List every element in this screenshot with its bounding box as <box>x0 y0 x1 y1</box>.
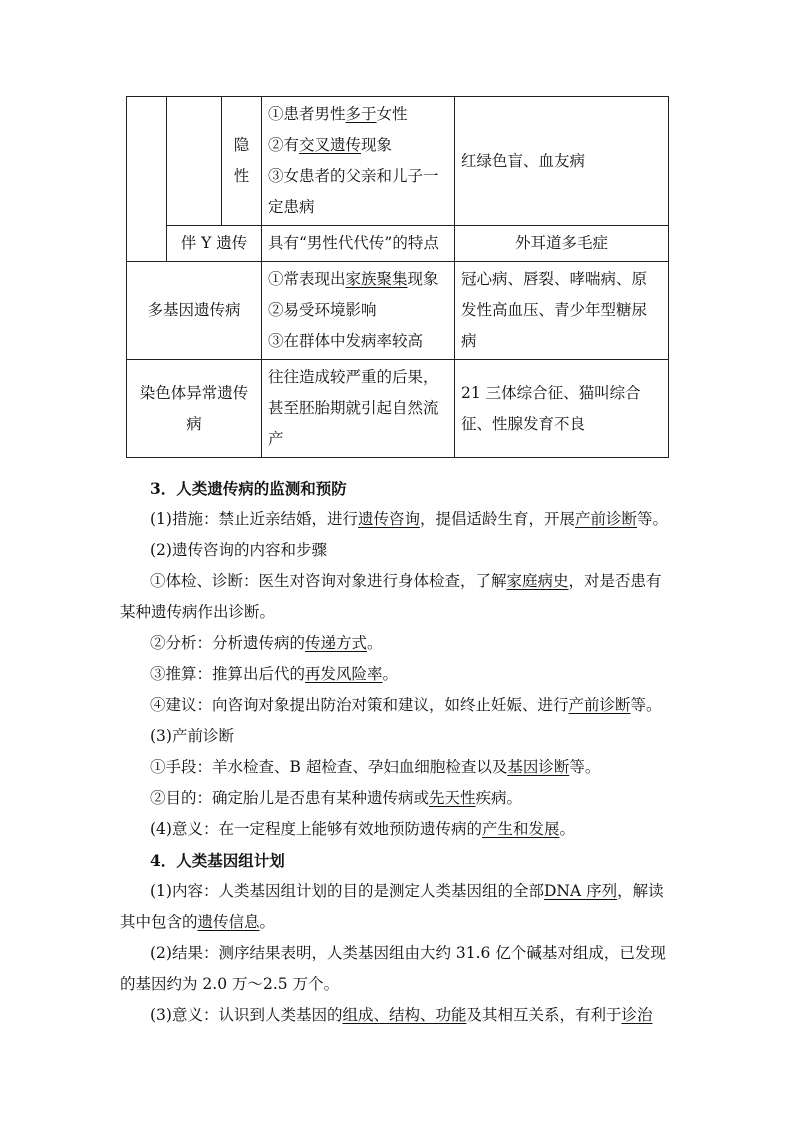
genetic-disease-table <box>126 96 669 458</box>
table-row <box>127 262 669 360</box>
paragraph-hgp-result: (2)结果：测序结果表明，人类基因组由大约 31.6 亿个碱基对组成，已发现 <box>150 944 666 962</box>
table-row <box>127 97 669 226</box>
chromosomal-label: 染色体异常遗传病 <box>127 360 262 458</box>
paragraph-hgp-content: (1)内容：人类基因组计划的目的是测定人类基因组的全部DNA 序列，解读 <box>150 882 664 900</box>
chromosomal-features: 往往造成较严重的后果，甚至胚胎期就引起自然流产 <box>262 360 455 458</box>
paragraph-significance: (4)意义：在一定程度上能够有效地预防遗传病的产生和发展。 <box>150 820 575 838</box>
table-cell-blank <box>167 97 222 226</box>
recessive-features: ①患者男性多于女性 ②有交叉遗传现象 ③女患者的父亲和儿子一定患病 <box>262 97 455 226</box>
paragraph-counseling-title: (2)遗传咨询的内容和步骤 <box>150 541 327 559</box>
paragraph-means: ①手段：羊水检查、B 超检查、孕妇血细胞检查以及基因诊断等。 <box>150 758 601 776</box>
section-4-heading: 4．人类基因组计划 <box>150 851 285 870</box>
y-linked-features: 具有“男性代代传”的特点 <box>262 226 455 262</box>
paragraph-diagnosis: ①体检、诊断：医生对咨询对象进行身体检查，了解家庭病史，对是否患有 <box>150 572 662 590</box>
paragraph-diagnosis-cont: 某种遗传病作出诊断。 <box>120 603 276 621</box>
polygenic-features: ①常表现出家族聚集现象 ②易受环境影响 ③在群体中发病率较高 <box>262 262 455 360</box>
table-row <box>127 226 669 262</box>
recessive-label: 隐 性 <box>222 97 262 226</box>
polygenic-examples: 冠心病、唇裂、哮喘病、原发性高血压、青少年型糖尿病 <box>455 262 669 360</box>
chromosomal-examples: 21 三体综合征、猫叫综合征、性腺发育不良 <box>455 360 669 458</box>
section-3-heading: 3．人类遗传病的监测和预防 <box>150 479 347 498</box>
paragraph-measures: (1)措施：禁止近亲结婚，进行遗传咨询，提倡适龄生育，开展产前诊断等。 <box>150 510 669 528</box>
y-linked-label: 伴 Y 遗传 <box>167 226 262 262</box>
paragraph-hgp-result-cont: 的基因约为 2.0 万～2.5 万个。 <box>120 975 340 993</box>
paragraph-calculation: ③推算：推算出后代的再发风险率。 <box>150 665 399 683</box>
recessive-examples: 红绿色盲、血友病 <box>455 97 669 226</box>
paragraph-analysis: ②分析：分析遗传病的传递方式。 <box>150 634 383 652</box>
paragraph-prenatal-title: (3)产前诊断 <box>150 727 234 745</box>
table-cell-blank <box>127 97 167 262</box>
polygenic-label: 多基因遗传病 <box>127 262 262 360</box>
paragraph-hgp-significance: (3)意义：认识到人类基因的组成、结构、功能及其相互关系，有利于诊治 <box>150 1006 653 1024</box>
y-linked-examples: 外耳道多毛症 <box>455 226 669 262</box>
paragraph-purpose: ②目的：确定胎儿是否患有某种遗传病或先天性疾病。 <box>150 789 523 807</box>
paragraph-hgp-content-cont: 其中包含的遗传信息。 <box>120 913 276 931</box>
paragraph-advice: ④建议：向咨询对象提出防治对策和建议，如终止妊娠、进行产前诊断等。 <box>150 696 662 714</box>
table-row <box>127 360 669 458</box>
